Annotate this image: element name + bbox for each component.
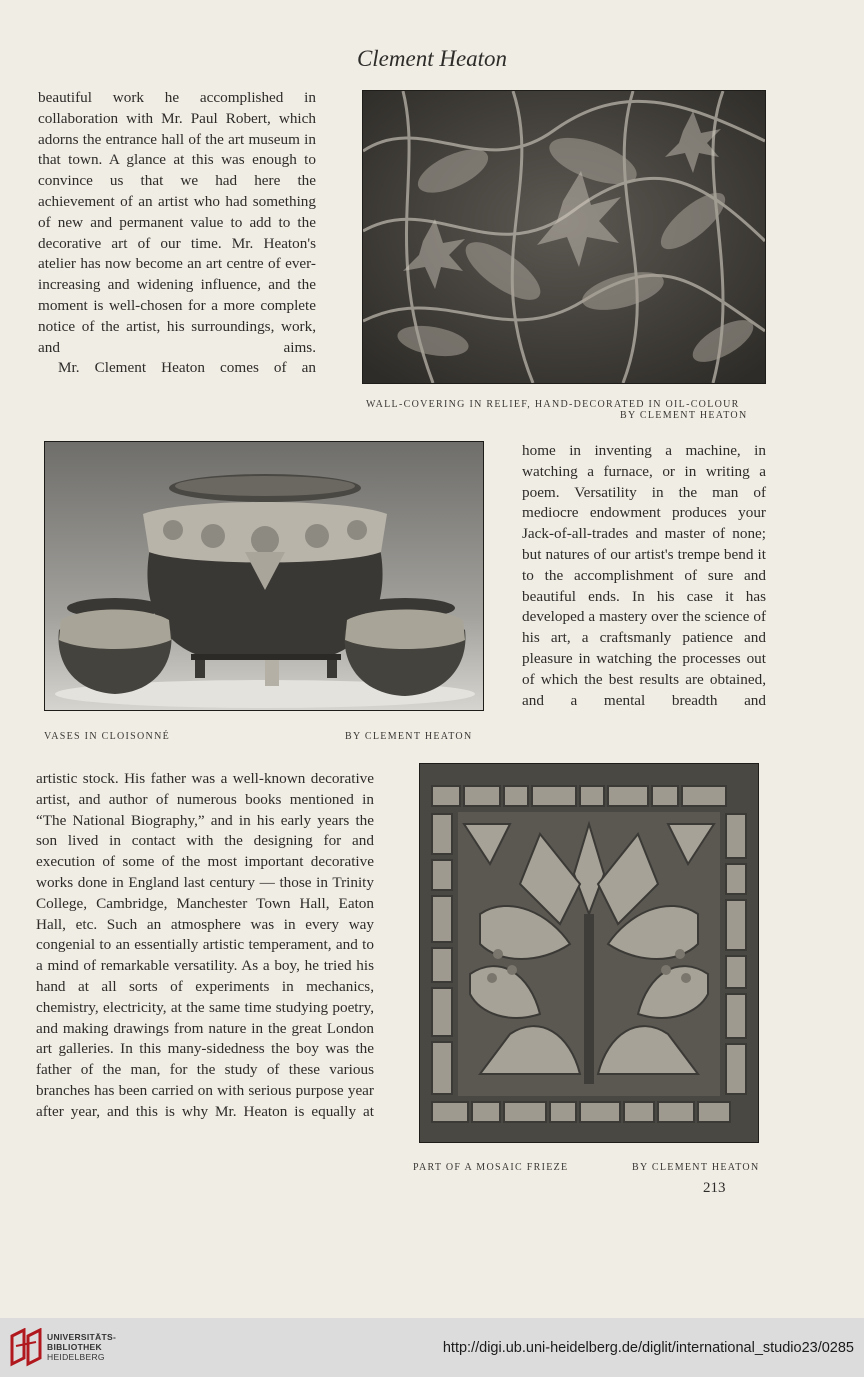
source-url-link[interactable]: http://digi.ub.uni-heidelberg.de/diglit/international_studio23/0285 [442, 1340, 854, 1356]
library-logo-icon [10, 1328, 42, 1368]
vases-caption: VASES IN CLOISONNÉ [44, 731, 171, 742]
wall-covering-illustration [363, 91, 765, 383]
mosaic-illustration [420, 764, 758, 1142]
library-name-line: HEIDELBERG [47, 1352, 105, 1362]
paragraph: beautiful work he accomplished in collaboration with Mr. Paul Robert, which adorns the entrance hall of the art museum in that town. A glance at this was enough to convince us that we had here the achievement of an artist who had something of new and permanent value to add to the decorative art of our time. Mr. Heaton's atelier has now become an art centre of ever-increasing and widening influence, and the moment is well-chosen for a more complete notice of the artist, his surroundings, work, and aims. [38, 89, 316, 356]
vases-illustration [45, 442, 483, 710]
page-number: 213 [703, 1180, 726, 1196]
vases-credit: BY CLEMENT HEATON [345, 731, 473, 742]
wall-covering-image [362, 90, 766, 384]
mosaic-credit: BY CLEMENT HEATON [632, 1162, 760, 1173]
text-column-bottom-left [36, 769, 374, 1123]
viewer-footer [0, 1318, 864, 1377]
library-name-line: UNIVERSITÄTS- [47, 1332, 117, 1342]
cloisonne-vases-image [44, 441, 484, 711]
library-name-line: BIBLIOTHEK [47, 1342, 102, 1352]
library-name [47, 1332, 116, 1362]
text-column-middle-right [522, 441, 766, 711]
text-column-top-left [38, 88, 316, 379]
paragraph: home in inventing a machine, in watching a furnace, or in writing a poem. Versatility in the man of mediocre endowment produces your Jack-of-all-trades and master of none; but natures of our artist's trempe bend it to the accomplishment of sure and beautiful ends. In his case it has developed a mastery over the science of his art, a craftsmanly patience and pleasure in watching the processes out of which the best results are obtained, and a mental breadth and [522, 442, 766, 709]
running-head: Clement Heaton [356, 46, 508, 71]
mosaic-caption: PART OF A MOSAIC FRIEZE [413, 1162, 569, 1173]
wall-covering-caption: WALL-COVERING IN RELIEF, HAND-DECORATED IN OIL-COLOUR [366, 399, 740, 410]
mosaic-frieze-image [419, 763, 759, 1143]
paragraph: Mr. Clement Heaton comes of an [58, 359, 316, 377]
paragraph: artistic stock. His father was a well-known decorative artist, and author of numerous books mentioned in “The National Biography,” and in his early years the son lived in contact with the designing for and execution of some of the most important decorative works done in England last century — those in Trinity College, Cambridge, Manchester Town Hall, Eaton Hall, etc. Such an atmosphere was in every way congenial to an essentially artistic temperament, and to a mind of remarkable versatility. As a boy, he tried his hand at all sorts of experiments in mechanics, chemistry, electricity, at the same time studying poetry, and making drawings from nature in the great London art galleries. In this many-sidedness the boy was the father of the man, for the study of these various branches has been carried on with serious purpose year after year, and this is why Mr. Heaton is equally at [36, 770, 374, 1120]
wall-covering-credit: BY CLEMENT HEATON [620, 410, 748, 421]
